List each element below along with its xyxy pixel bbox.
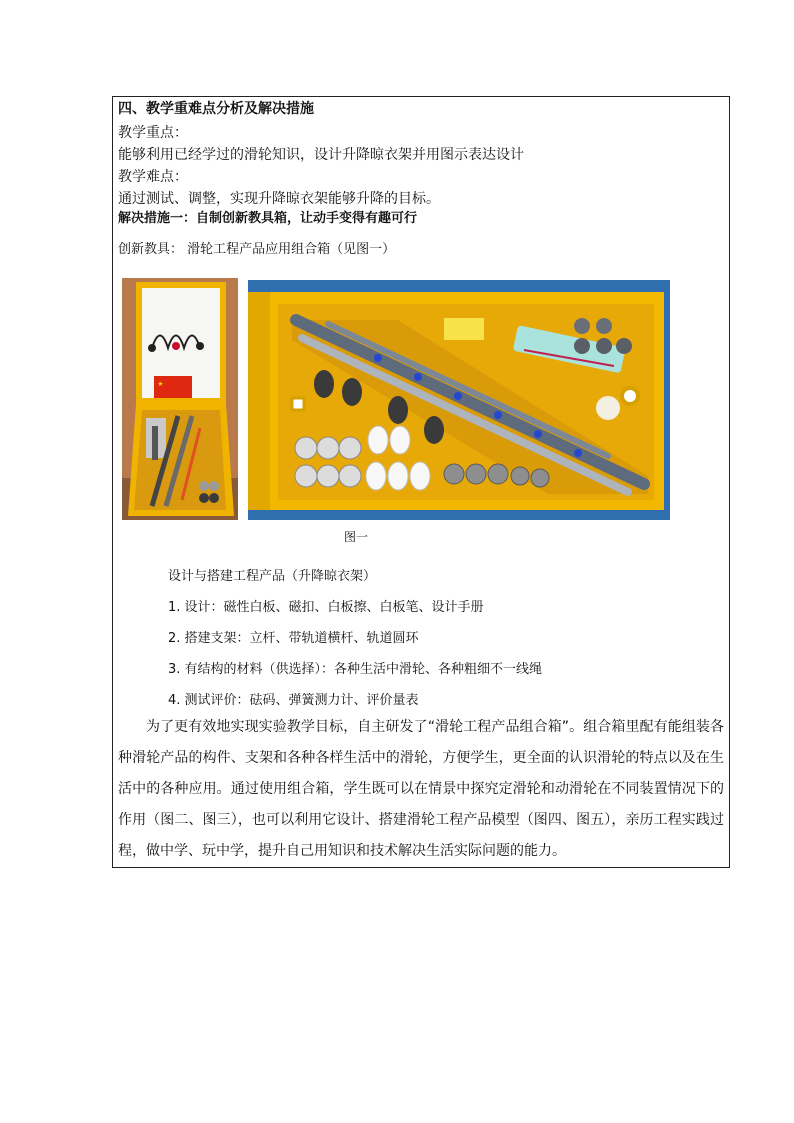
key-point-text: 能够利用已经学过的滑轮知识，设计升降晾衣架并用图示表达设计	[118, 147, 524, 163]
section-heading: 四、教学重难点分析及解决措施	[118, 101, 314, 117]
difficulty-text: 通过测试、调整，实现升降晾衣架能够升降的目标。	[118, 191, 440, 207]
item-number: 1.	[168, 600, 181, 615]
tool-line: 创新教具： 滑轮工程产品应用组合箱（见图一）	[118, 242, 396, 257]
difficulty-label: 教学难点：	[118, 169, 188, 185]
design-item-1	[168, 596, 484, 615]
paragraph-text: 为了更有效地实现实验教学目标，自主研发了“滑轮工程产品组合箱”。组合箱里配有能组装各种滑轮产品的构件、支架和各种各样生活中的滑轮，方便学生，更全面的认识滑轮的特点以及在生活中的各种应用。通过使用组合箱，学生既可以在情景中探究定滑轮和动滑轮在不同装置情况下的作用（图二、图三），也可以利用它设计、搭建滑轮工程产品模型（图四、图五），亲历工程实践过程，做中学、玩中学，提升自己用知识和技术解决生活实际问题的能力。	[118, 719, 724, 859]
item-text: 测试评价：砝码、弹簧测力计、评价量表	[184, 693, 419, 708]
box-upright-photo	[122, 278, 238, 520]
item-text: 有结构的材料（供选择）：各种生活中滑轮、各种粗细不一线绳	[184, 662, 543, 677]
design-item-4	[168, 689, 419, 708]
measure-title: 解决措施一：自制创新教具箱，让动手变得有趣可行	[118, 211, 418, 226]
item-text: 设计：磁性白板、磁扣、白板擦、白板笔、设计手册	[184, 600, 484, 615]
item-number: 2.	[168, 631, 181, 646]
figure-caption: 图一	[343, 530, 368, 544]
description-paragraph	[118, 712, 724, 867]
box-topview-photo	[248, 280, 670, 520]
item-number: 3.	[168, 662, 181, 677]
item-number: 4.	[168, 693, 181, 708]
design-item-3	[168, 658, 542, 677]
design-title: 设计与搭建工程产品（升降晾衣架）	[168, 569, 377, 584]
key-point-label: 教学重点：	[118, 125, 188, 141]
design-item-2	[168, 627, 419, 646]
item-text: 搭建支架：立杆、带轨道横杆、轨道圆环	[184, 631, 419, 646]
